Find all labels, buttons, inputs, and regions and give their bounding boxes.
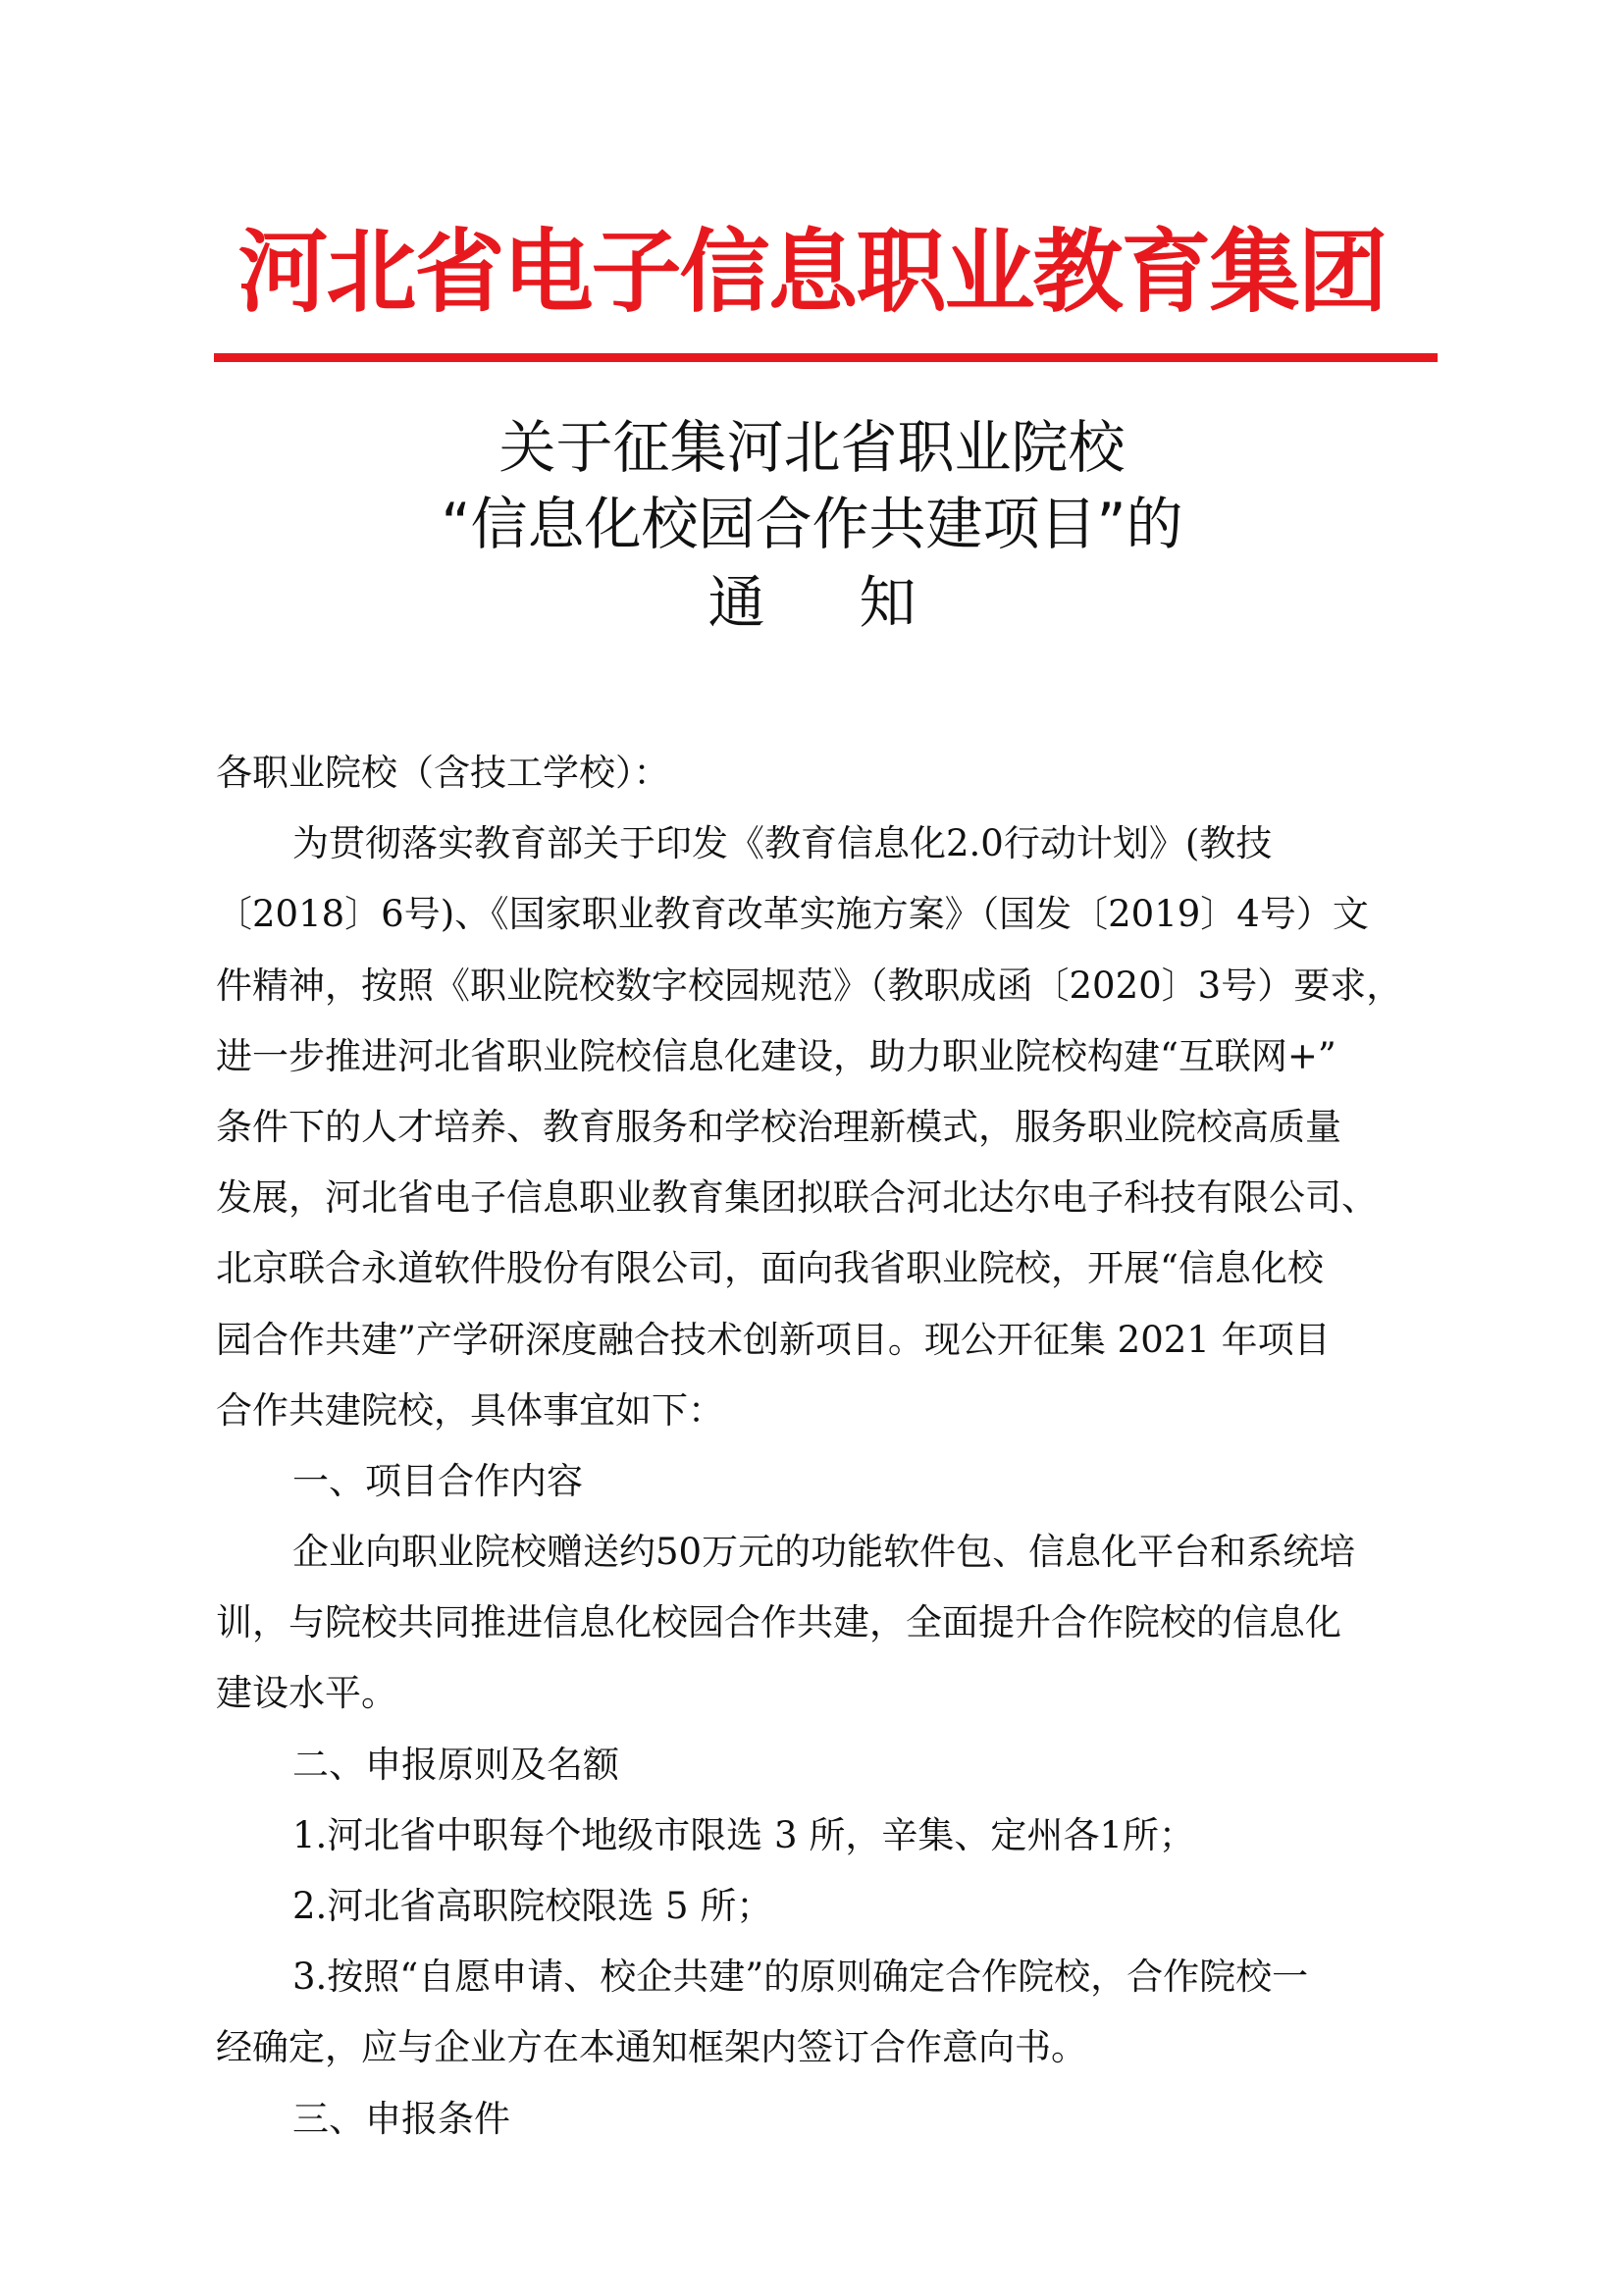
paragraph-1-line: 发展，河北省电子信息职业教育集团拟联合河北达尔电子科技有限公司、 bbox=[216, 1176, 1378, 1220]
quota-item-2: 2.河北省高职院校限选 5 所； bbox=[292, 1885, 773, 1927]
document-body bbox=[216, 738, 1442, 2155]
paragraph-1-line: 〔2018〕6号)、《国家职业教育改革实施方案》（国发〔2019〕4号）文 bbox=[216, 893, 1369, 936]
section-1-line: 建设水平。 bbox=[216, 1672, 397, 1715]
paragraph-1-line: 进一步推进河北省职业院校信息化建设，助力职业院校构建“互联网+” bbox=[216, 1034, 1336, 1077]
paragraph-1-line: 为贯彻落实教育部关于印发《教育信息化2.0行动计划》(教技 bbox=[292, 822, 1273, 865]
title-line-2: “信息化校园合作共建项目”的 bbox=[441, 491, 1183, 557]
quota-item-3-line: 3.按照“自愿申请、校企共建”的原则确定合作院校，合作院校一 bbox=[292, 1956, 1309, 1999]
section-1-line: 企业向职业院校赠送约50万元的功能软件包、信息化平台和系统培 bbox=[292, 1531, 1356, 1574]
title-line-3: 通知 bbox=[707, 569, 1011, 636]
salutation: 各职业院校（含技工学校）： bbox=[216, 752, 670, 794]
paragraph-1-line: 北京联合永道软件股份有限公司，面向我省职业院校，开展“信息化校 bbox=[216, 1247, 1324, 1290]
quota-item-1: 1.河北省中职每个地级市限选 3 所，辛集、定州各1所； bbox=[292, 1813, 1195, 1856]
section-1-line: 训，与院校共同推进信息化校园合作共建，全面提升合作院校的信息化 bbox=[216, 1601, 1341, 1644]
paragraph-1-line: 园合作共建”产学研深度融合技术创新项目。现公开征集 2021 年项目 bbox=[216, 1318, 1331, 1361]
paragraph-1-line: 件精神，按照《职业院校数字校园规范》（教职成函〔2020〕3号）要求， bbox=[216, 964, 1403, 1007]
red-divider-line bbox=[214, 353, 1438, 362]
paragraph-1-line: 合作共建院校，具体事宜如下： bbox=[216, 1388, 724, 1432]
paragraph-1-line: 条件下的人才培养、教育服务和学校治理新模式，服务职业院校高质量 bbox=[216, 1105, 1341, 1148]
section-2-heading: 二、申报原则及名额 bbox=[292, 1743, 619, 1786]
quota-item-3-line: 经确定，应与企业方在本通知框架内签订合作意向书。 bbox=[216, 2026, 1087, 2069]
masthead-organization: 河北省电子信息职业教育集团 bbox=[237, 220, 1387, 325]
section-1-heading: 一、项目合作内容 bbox=[292, 1459, 583, 1502]
section-3-heading: 三、申报条件 bbox=[292, 2097, 510, 2140]
title-line-1: 关于征集河北省职业院校 bbox=[498, 414, 1126, 481]
